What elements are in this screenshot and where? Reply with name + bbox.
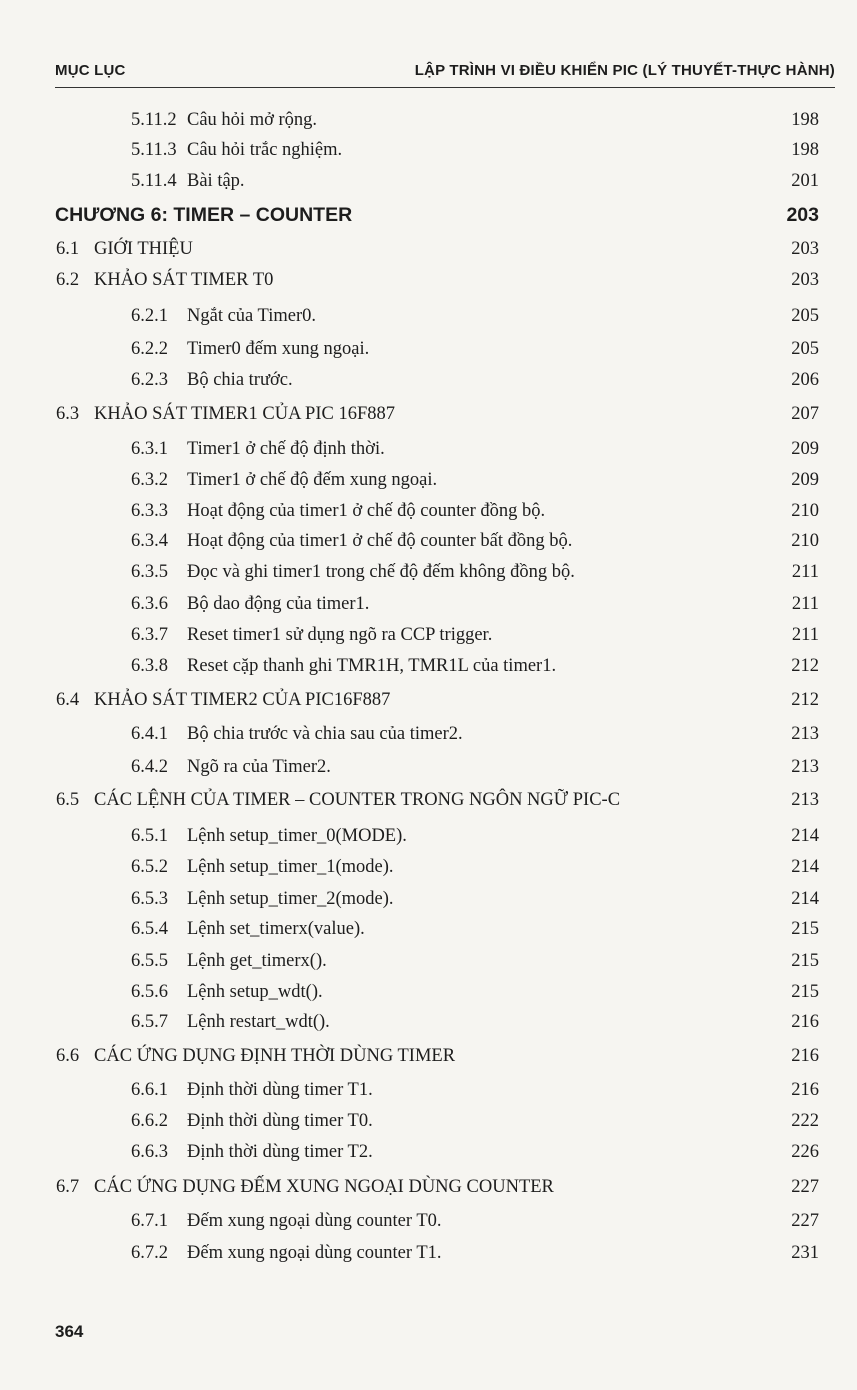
toc-entry-page: 198	[791, 140, 819, 160]
toc-entry	[0, 951, 857, 981]
toc-entry-page: 211	[791, 594, 819, 614]
toc-entry-title: GIỚI THIỆU	[94, 239, 193, 259]
toc-entry	[0, 857, 857, 887]
toc-entry-title: Bộ dao động của timer1.	[187, 594, 370, 614]
toc-entry-title: KHẢO SÁT TIMER T0	[94, 270, 274, 290]
toc-entry-number: 6.2	[56, 270, 80, 290]
toc-entry	[0, 404, 857, 434]
toc-entry-number: 6.5.5	[131, 951, 168, 971]
header-rule	[55, 87, 835, 88]
toc-entry	[0, 919, 857, 949]
toc-entry	[0, 1012, 857, 1042]
toc-entry-page: 203	[791, 270, 819, 290]
toc-entry-page: 231	[791, 1243, 819, 1263]
toc-entry	[0, 1211, 857, 1241]
toc-entry-number: 6.6.1	[131, 1080, 168, 1100]
toc-entry-title: Ngắt của Timer0.	[187, 306, 316, 326]
toc-entry	[0, 757, 857, 787]
toc-entry-page: 216	[791, 1080, 819, 1100]
toc-entry-title: Lệnh setup_timer_1(mode).	[187, 857, 394, 877]
toc-entry-page: 227	[791, 1211, 819, 1231]
toc-entry-number: 6.4	[56, 690, 80, 710]
toc-chapter-entry	[0, 204, 857, 234]
toc-entry-number: 6.6	[56, 1046, 80, 1066]
toc-entry-page: 207	[791, 404, 819, 424]
toc-entry-number: 6.5.3	[131, 889, 168, 909]
toc-entry-page: 209	[791, 470, 819, 490]
toc-entry-number: 6.3.4	[131, 531, 168, 551]
toc-entry-number: 6.3	[56, 404, 80, 424]
toc-entry	[0, 826, 857, 856]
toc-entry-number: 6.5.2	[131, 857, 168, 877]
toc-entry-title: Bộ chia trước.	[187, 370, 293, 390]
toc-entry-page: 214	[791, 826, 819, 846]
toc-entry	[0, 656, 857, 686]
toc-entry	[0, 625, 857, 655]
toc-entry	[0, 690, 857, 720]
toc-entry-title: Bài tập.	[187, 171, 245, 191]
toc-entry	[0, 370, 857, 400]
toc-entry-number: 6.1	[56, 239, 80, 259]
toc-entry	[0, 140, 857, 170]
toc-entry-title: CHƯƠNG 6: TIMER – COUNTER	[55, 204, 353, 226]
toc-entry-number: 6.2.3	[131, 370, 168, 390]
toc-entry-page: 201	[791, 171, 819, 191]
toc-entry	[0, 1177, 857, 1207]
toc-entry	[0, 239, 857, 269]
toc-entry	[0, 1111, 857, 1141]
toc-entry-page: 210	[791, 531, 819, 551]
toc-entry	[0, 470, 857, 500]
toc-entry-number: 6.5.4	[131, 919, 168, 939]
toc-entry-title: Lệnh restart_wdt().	[187, 1012, 330, 1032]
toc-entry-number: 6.3.1	[131, 439, 168, 459]
toc-entry-page: 211	[791, 625, 819, 645]
toc-entry-title: KHẢO SÁT TIMER2 CỦA PIC16F887	[94, 690, 391, 710]
toc-entry-title: Timer1 ở chế độ đếm xung ngoại.	[187, 470, 438, 490]
toc-entry	[0, 501, 857, 531]
toc-entry-page: 213	[791, 790, 819, 810]
toc-entry-page: 203	[786, 204, 819, 226]
toc-entry-number: 6.5	[56, 790, 80, 810]
toc-entry-title: Lệnh setup_timer_2(mode).	[187, 889, 394, 909]
toc-entry-title: Lệnh get_timerx().	[187, 951, 327, 971]
toc-entry-page: 205	[791, 339, 819, 359]
toc-entry-number: 6.5.7	[131, 1012, 168, 1032]
toc-entry-title: Lệnh setup_wdt().	[187, 982, 323, 1002]
toc-entry-number: 5.11.2	[131, 110, 177, 130]
toc-entry-title: Hoạt động của timer1 ở chế độ counter đồng bộ.	[187, 501, 546, 521]
toc-entry-number: 6.4.2	[131, 757, 168, 777]
toc-entry-title: CÁC ỨNG DỤNG ĐẾM XUNG NGOẠI DÙNG COUNTER	[94, 1177, 554, 1197]
toc-entry-title: Ngõ ra của Timer2.	[187, 757, 331, 777]
toc-entry-number: 6.5.1	[131, 826, 168, 846]
toc-entry	[0, 306, 857, 336]
toc-entry-title: Bộ chia trước và chia sau của timer2.	[187, 724, 463, 744]
toc-entry-number: 6.2.2	[131, 339, 168, 359]
toc-entry-number: 6.3.3	[131, 501, 168, 521]
toc-entry-title: Câu hỏi trắc nghiệm.	[187, 140, 343, 160]
toc-entry-page: 213	[791, 757, 819, 777]
toc-entry-title: Lệnh setup_timer_0(MODE).	[187, 826, 407, 846]
header-section-title: MỤC LỤC	[55, 62, 126, 79]
toc-entry-number: 6.6.3	[131, 1142, 168, 1162]
toc-entry-page: 216	[791, 1046, 819, 1066]
toc-entry-page: 198	[791, 110, 819, 130]
toc-entry-page: 203	[791, 239, 819, 259]
toc-entry-page: 214	[791, 857, 819, 877]
toc-entry-title: Timer0 đếm xung ngoại.	[187, 339, 370, 359]
toc-entry-number: 6.5.6	[131, 982, 168, 1002]
toc-entry-page: 205	[791, 306, 819, 326]
toc-entry-title: Reset timer1 sử dụng ngõ ra CCP trigger.	[187, 625, 493, 645]
toc-entry-title: Lệnh set_timerx(value).	[187, 919, 365, 939]
toc-entry-number: 6.7	[56, 1177, 80, 1197]
toc-entry	[0, 110, 857, 140]
toc-entry-page: 212	[791, 656, 819, 676]
toc-entry	[0, 1243, 857, 1273]
toc-entry	[0, 270, 857, 300]
toc-entry-page: 226	[791, 1142, 819, 1162]
toc-entry-number: 6.3.5	[131, 562, 168, 582]
toc-entry-page: 212	[791, 690, 819, 710]
toc-entry-title: Hoạt động của timer1 ở chế độ counter bất đồng bộ.	[187, 531, 573, 551]
toc-entry	[0, 790, 857, 820]
toc-entry-title: Đếm xung ngoại dùng counter T0.	[187, 1211, 442, 1231]
toc-entry	[0, 439, 857, 469]
toc-entry-title: Câu hỏi mở rộng.	[187, 110, 318, 130]
toc-entry-page: 215	[791, 919, 819, 939]
toc-entry-page: 214	[791, 889, 819, 909]
toc-entry-number: 6.7.1	[131, 1211, 168, 1231]
toc-entry	[0, 562, 857, 592]
toc-entry-title: Timer1 ở chế độ định thời.	[187, 439, 385, 459]
toc-entry-number: 6.7.2	[131, 1243, 168, 1263]
toc-entry-title: Định thời dùng timer T0.	[187, 1111, 373, 1131]
toc-entry-number: 6.3.2	[131, 470, 168, 490]
toc-entry-page: 210	[791, 501, 819, 521]
toc-entry	[0, 594, 857, 624]
toc-entry	[0, 531, 857, 561]
toc-entry-number: 5.11.4	[131, 171, 177, 191]
toc-entry-title: Đếm xung ngoại dùng counter T1.	[187, 1243, 442, 1263]
toc-entry-title: Đọc và ghi timer1 trong chế độ đếm không đồng bộ.	[187, 562, 575, 582]
toc-entry-number: 6.4.1	[131, 724, 168, 744]
toc-entry-number: 6.3.6	[131, 594, 168, 614]
toc-entry-number: 6.2.1	[131, 306, 168, 326]
running-header	[55, 62, 835, 84]
page-number: 364	[55, 1322, 84, 1341]
toc-entry	[0, 171, 857, 201]
toc-entry-title: CÁC LỆNH CỦA TIMER – COUNTER TRONG NGÔN NGỮ PIC-C	[94, 790, 621, 810]
header-book-title: LẬP TRÌNH VI ĐIỀU KHIỂN PIC (LÝ THUYẾT-THỰC HÀNH)	[414, 62, 835, 79]
toc-entry	[0, 724, 857, 754]
toc-entry	[0, 339, 857, 369]
toc-entry-page: 206	[791, 370, 819, 390]
toc-entry-number: 6.3.7	[131, 625, 168, 645]
toc-entry-number: 6.6.2	[131, 1111, 168, 1131]
toc-entry	[0, 1046, 857, 1076]
toc-entry-page: 213	[791, 724, 819, 744]
toc-entry-page: 227	[791, 1177, 819, 1197]
toc-entry	[0, 1080, 857, 1110]
toc-entry-number: 6.3.8	[131, 656, 168, 676]
toc-entry	[0, 889, 857, 919]
toc-entry-title: Định thời dùng timer T2.	[187, 1142, 373, 1162]
toc-entry-page: 222	[791, 1111, 819, 1131]
toc-entry-title: KHẢO SÁT TIMER1 CỦA PIC 16F887	[94, 404, 396, 424]
toc-entry-title: CÁC ỨNG DỤNG ĐỊNH THỜI DÙNG TIMER	[94, 1046, 456, 1066]
toc-entry-title: Định thời dùng timer T1.	[187, 1080, 373, 1100]
toc-entry-page: 209	[791, 439, 819, 459]
toc-entry-number: 5.11.3	[131, 140, 177, 160]
toc-entry-title: Reset cặp thanh ghi TMR1H, TMR1L của timer1.	[187, 656, 557, 676]
toc-entry-page: 215	[791, 982, 819, 1002]
toc-entry	[0, 1142, 857, 1172]
toc-entry-page: 216	[791, 1012, 819, 1032]
toc-entry	[0, 982, 857, 1012]
toc-entry-page: 215	[791, 951, 819, 971]
toc-entry-page: 211	[791, 562, 819, 582]
